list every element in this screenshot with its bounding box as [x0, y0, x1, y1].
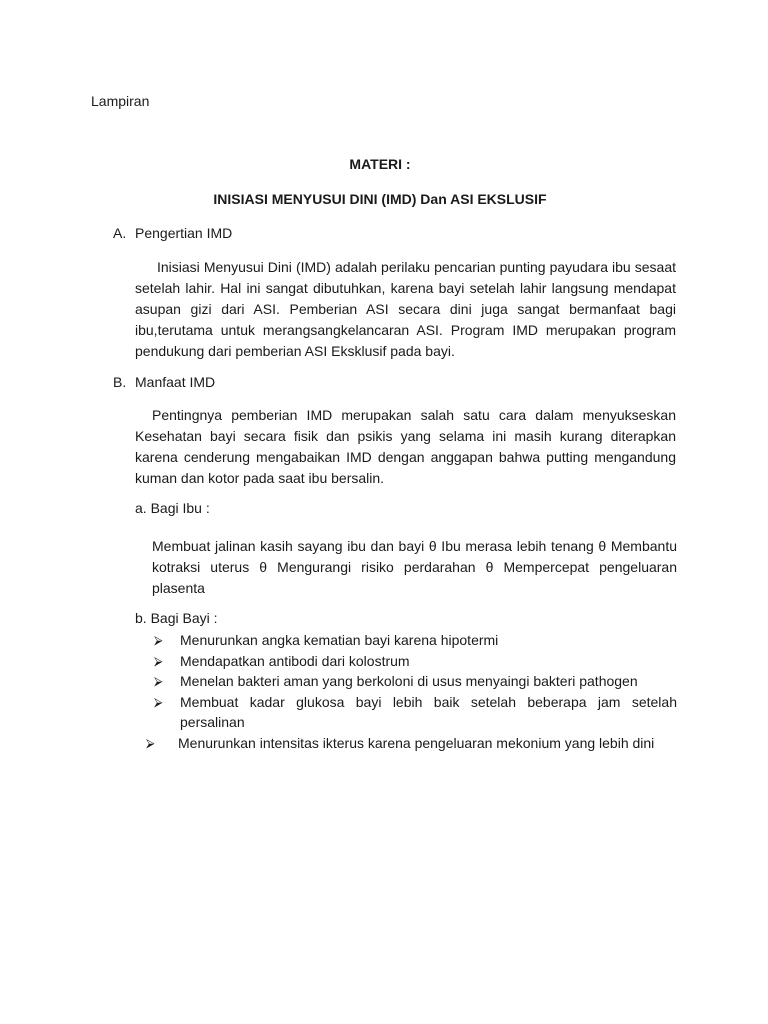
list-item-text: Menurunkan intensitas ikterus karena pengeluaran mekonium yang lebih dini	[178, 734, 655, 751]
main-title: INISIASI MENYUSUI DINI (IMD) Dan ASI EKSLUSIF	[213, 191, 547, 207]
section-a-title: Pengertian IMD	[135, 225, 233, 241]
bagi-bayi-list	[146, 630, 677, 753]
list-item	[146, 733, 677, 754]
list-item	[152, 671, 677, 692]
arrow-bullet-icon: ⮚	[146, 735, 155, 750]
section-a-paragraph	[135, 257, 676, 362]
bagi-ibu-heading: a. Bagi Ibu :	[135, 500, 210, 516]
list-item-text: Menurunkan angka kematian bayi karena hipotermi	[180, 632, 499, 648]
list-item	[152, 630, 677, 651]
arrow-bullet-icon: ⮚	[154, 694, 163, 709]
section-b-text: Pentingnya pemberian IMD merupakan salah satu cara dalam menyukseskan Kesehatan bayi secara fisik dan psikis yang selama ini masih kurang diterapkan karena cenderung mengabaikan IMD dengan anggapan bahwa putting mengandung kuman dan kotor pada saat ibu bersalin.	[135, 407, 676, 486]
section-a-letter: A.	[113, 225, 127, 241]
lampiran-label: Lampiran	[91, 93, 150, 109]
list-item-text: Membuat kadar glukosa bayi lebih baik setelah beberapa jam setelah persalinan	[180, 693, 677, 730]
list-item-text: Menelan bakteri aman yang berkoloni di usus menyaingi bakteri pathogen	[180, 673, 638, 689]
arrow-bullet-icon: ⮚	[154, 653, 163, 668]
section-a-heading	[113, 225, 232, 241]
section-b-paragraph	[135, 405, 676, 489]
list-item-text: Mendapatkan antibodi dari kolostrum	[180, 652, 410, 669]
section-b-letter: B.	[113, 374, 127, 390]
arrow-bullet-icon: ⮚	[154, 633, 163, 647]
bagi-bayi-heading: b. Bagi Bayi :	[135, 610, 218, 626]
section-a-text: Inisiasi Menyusui Dini (IMD) adalah perilaku pencarian punting payudara ibu sesaat setelah lahir. Hal ini sangat dibutuhkan, karena bayi setelah lahir langsung mendapat asupan gizi dari ASI. Pemberian ASI secara dini juga sangat bermanfaat bagi ibu,terutama untuk merangsangkelancaran ASI. Program IMD merupakan program pendukung dari pemberian ASI Eksklusif pada bayi.	[135, 259, 676, 359]
arrow-bullet-icon: ⮚	[154, 674, 163, 688]
bagi-ibu-text: Membuat jalinan kasih sayang ibu dan bayi θ Ibu merasa lebih tenang θ Membantu kotraksi uterus θ Mengurangi risiko perdarahan θ Mempercepat pengeluaran plasenta	[152, 538, 677, 596]
list-item	[152, 692, 677, 733]
materi-title: MATERI :	[349, 156, 411, 172]
section-b-heading	[113, 374, 215, 390]
section-b-title: Manfaat IMD	[135, 374, 216, 390]
list-item	[152, 651, 677, 672]
